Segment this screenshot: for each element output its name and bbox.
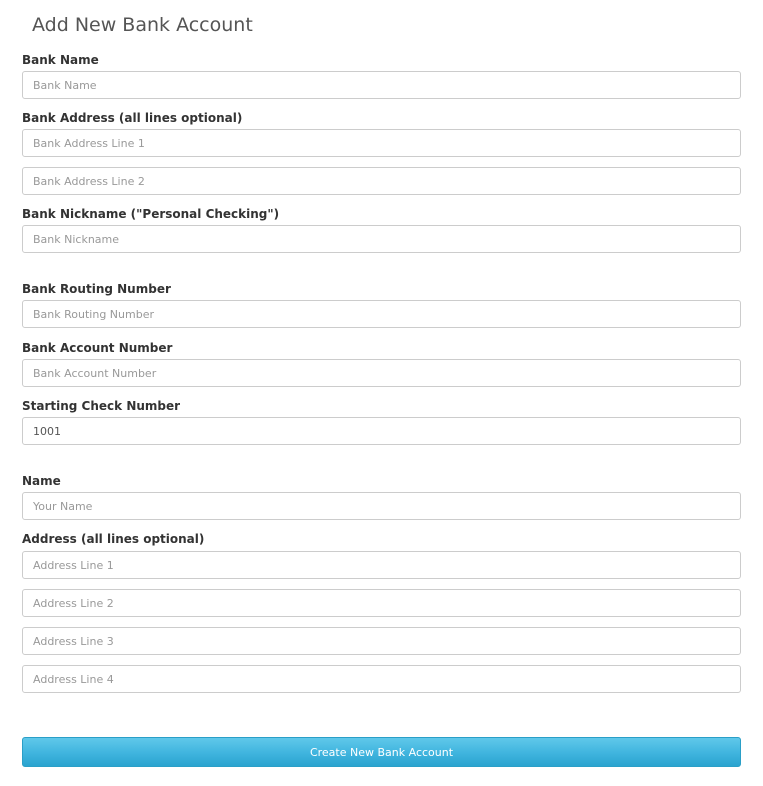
bank-address-line2-input[interactable] (22, 167, 741, 195)
bank-name-label: Bank Name (22, 53, 99, 67)
address-line2-input[interactable] (22, 589, 741, 617)
routing-number-label: Bank Routing Number (22, 282, 171, 296)
starting-check-number-label: Starting Check Number (22, 399, 181, 413)
routing-number-input[interactable] (22, 300, 741, 328)
bank-name-input[interactable] (22, 71, 741, 99)
page-title: Add New Bank Account (32, 14, 253, 36)
account-number-input[interactable] (22, 359, 741, 387)
address-line4-input[interactable] (22, 665, 741, 693)
address-label: Address (all lines optional) (22, 532, 205, 546)
account-number-label: Bank Account Number (22, 341, 173, 355)
bank-address-label: Bank Address (all lines optional) (22, 111, 243, 125)
starting-check-number-input[interactable] (22, 417, 741, 445)
bank-nickname-input[interactable] (22, 225, 741, 253)
bank-address-line1-input[interactable] (22, 129, 741, 157)
address-line1-input[interactable] (22, 551, 741, 579)
address-line3-input[interactable] (22, 627, 741, 655)
create-bank-account-button[interactable]: Create New Bank Account (22, 737, 741, 767)
name-label: Name (22, 474, 61, 488)
bank-nickname-label: Bank Nickname ("Personal Checking") (22, 207, 280, 221)
name-input[interactable] (22, 492, 741, 520)
